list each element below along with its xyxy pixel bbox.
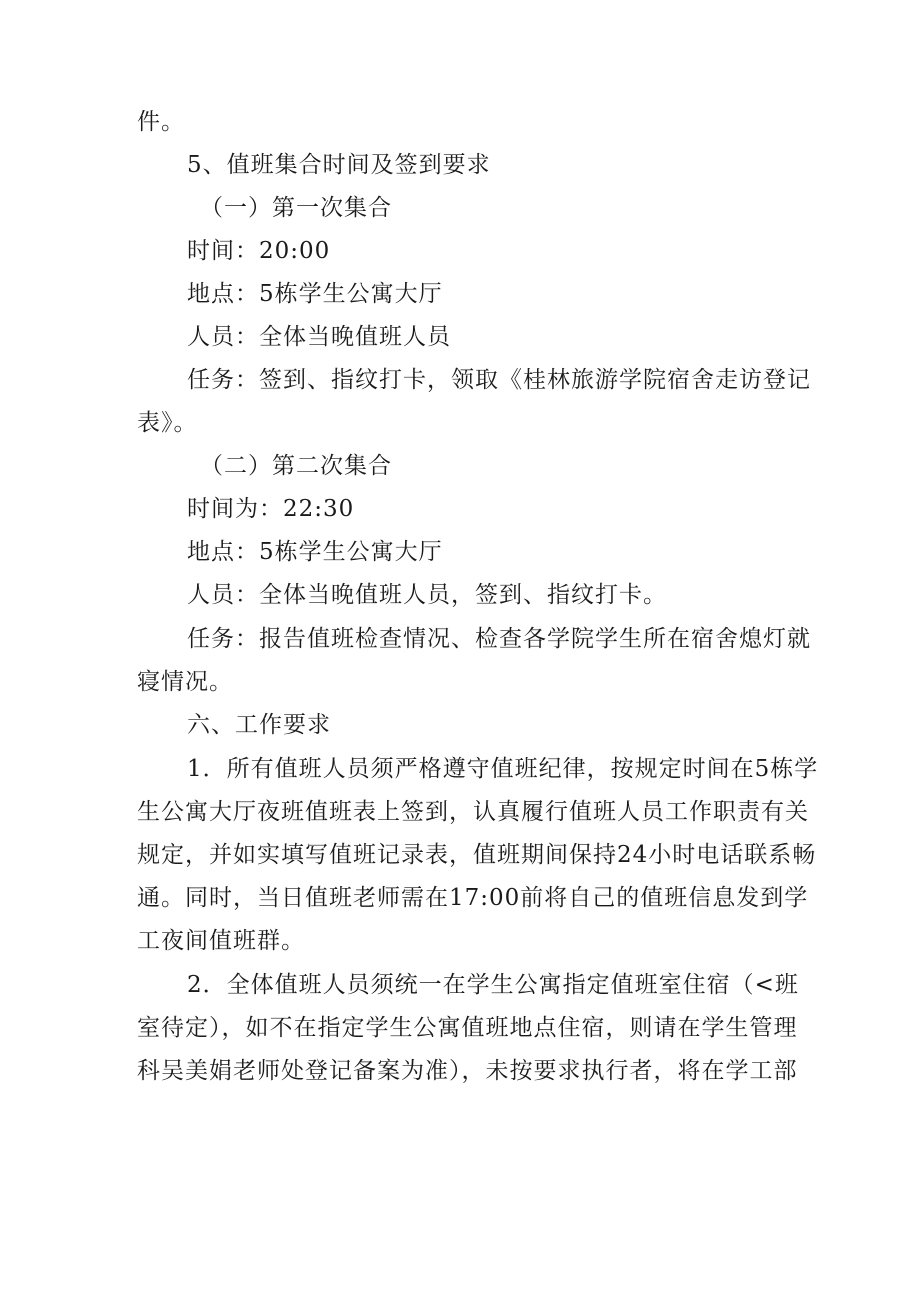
first-assembly-location: 地点：5栋学生公寓大厅 <box>187 281 443 307</box>
first-assembly-time: 时间：20:00 <box>187 238 331 264</box>
second-assembly-time: 时间为：22:30 <box>187 496 355 522</box>
requirement-1-line-4: 通。同时，当日值班老师需在17:00前将自己的值班信息发到学 <box>137 885 809 911</box>
section-heading-6: 六、工作要求 <box>187 712 331 738</box>
text-line-continuation: 件。 <box>137 109 185 135</box>
second-assembly-task: 任务：报告值班检查情况、检查各学院学生所在宿舍熄灯就 <box>187 626 811 652</box>
subheading-second-assembly: （二）第二次集合 <box>200 453 392 479</box>
requirement-2-line-1: 2．全体值班人员须统一在学生公寓指定值班室住宿（<班 <box>187 972 799 998</box>
first-assembly-task-continued: 表》。 <box>137 410 198 436</box>
second-assembly-personnel: 人员：全体当晚值班人员，签到、指纹打卡。 <box>187 582 667 608</box>
requirement-2-line-2: 室待定），如不在指定学生公寓值班地点住宿，则请在学生管理 <box>137 1015 798 1041</box>
requirement-1-line-5: 工夜间值班群。 <box>137 928 305 954</box>
requirement-1-line-2: 生公寓大厅夜班值班表上签到，认真履行值班人员工作职责有关 <box>137 799 809 825</box>
second-assembly-location: 地点：5栋学生公寓大厅 <box>187 539 443 565</box>
section-heading-5: 5、值班集合时间及签到要求 <box>187 152 491 178</box>
first-assembly-task: 任务：签到、指纹打卡，领取《桂林旅游学院宿舍走访登记 <box>187 367 811 393</box>
second-assembly-task-continued: 寝情况。 <box>137 669 233 695</box>
first-assembly-personnel: 人员：全体当晚值班人员 <box>187 324 451 350</box>
requirement-2-line-3: 科吴美娟老师处登记备案为准），未按要求执行者，将在学工部 <box>137 1058 798 1084</box>
requirement-1-line-1: 1．所有值班人员须严格遵守值班纪律，按规定时间在5栋学 <box>187 756 819 782</box>
requirement-1-line-3: 规定，并如实填写值班记录表，值班期间保持24小时电话联系畅 <box>137 842 817 868</box>
subheading-first-assembly: （一）第一次集合 <box>200 195 392 221</box>
